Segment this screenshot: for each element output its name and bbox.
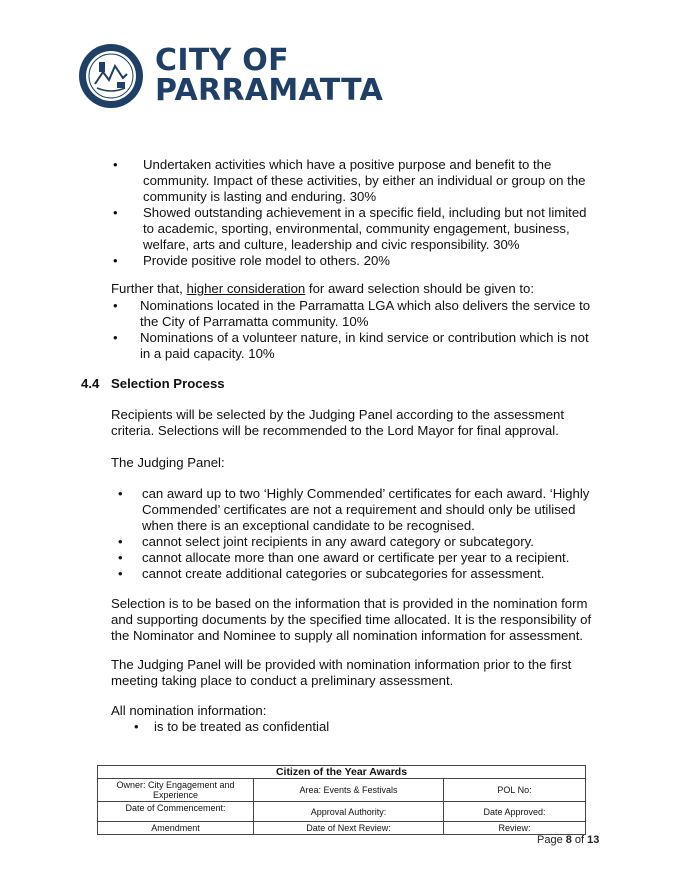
list-item-text: cannot allocate more than one award or certificate per year to a recipient. xyxy=(142,550,570,565)
bullet-icon: • xyxy=(118,486,123,501)
further-paragraph xyxy=(111,281,534,297)
page-total: 13 xyxy=(587,834,600,846)
list-item xyxy=(113,253,613,269)
page-label: Page xyxy=(537,834,566,846)
further-prefix: Further that, xyxy=(111,281,187,296)
bullet-icon: • xyxy=(113,205,118,220)
list-item-text: Nominations located in the Parramatta LGA which also delivers the service to xyxy=(140,298,591,313)
higher-consideration-text: higher consideration xyxy=(186,281,306,296)
recipients-paragraph xyxy=(111,407,564,439)
bullet-icon: • xyxy=(118,534,123,549)
city-seal-icon xyxy=(77,42,145,110)
list-item-text: Undertaken activities which have a positive purpose and benefit to the xyxy=(143,157,552,172)
list-item xyxy=(118,550,618,566)
document-control-table xyxy=(97,765,586,835)
section-number: 4.4 xyxy=(81,376,100,391)
bullet-icon: • xyxy=(118,550,123,565)
review-cell: Review: xyxy=(444,822,586,835)
owner-cell: Owner: City Engagement and Experience xyxy=(98,779,254,802)
criteria-list xyxy=(113,157,613,269)
commencement-cell: Date of Commencement: xyxy=(98,802,254,822)
list-item xyxy=(113,157,613,205)
list-item xyxy=(118,566,618,582)
pol-cell: POL No: xyxy=(444,779,586,802)
list-item-text: Commended’ certificates are not a requirement and should only be utilised xyxy=(142,502,576,517)
city-logo xyxy=(77,42,383,110)
paragraph-line: and supporting documents by the specified time allocated. It is the responsibility of xyxy=(111,612,592,627)
panel-list xyxy=(118,486,618,582)
list-item xyxy=(113,298,613,330)
date-approved-cell: Date Approved: xyxy=(444,802,586,822)
list-item xyxy=(134,719,434,735)
panel-intro: The Judging Panel: xyxy=(111,455,225,470)
list-item-text: Provide positive role model to others. 20% xyxy=(143,253,391,268)
list-item-text: the City of Parramatta community. 10% xyxy=(140,314,369,329)
list-item xyxy=(118,534,618,550)
paragraph-line: the Nominator and Nominee to supply all nomination information for assessment. xyxy=(111,628,584,643)
list-item-text: community. Impact of these activities, by either an individual or group on the xyxy=(143,173,586,188)
bullet-icon: • xyxy=(113,298,118,313)
selection-paragraph xyxy=(111,596,591,644)
page-current: 8 xyxy=(565,834,572,846)
list-item-text: in a paid capacity. 10% xyxy=(140,346,275,361)
page-of: of xyxy=(571,834,588,846)
paragraph-line: Recipients will be selected by the Judging Panel according to the assessment xyxy=(111,407,565,422)
paragraph-line: The Judging Panel will be provided with nomination information prior to the first xyxy=(111,657,572,672)
logo-line-1: CITY OF xyxy=(155,43,289,78)
nomination-info-intro: All nomination information: xyxy=(111,703,267,718)
paragraph-line: Selection is to be based on the information that is provided in the nomination form xyxy=(111,596,588,611)
table-title: Citizen of the Year Awards xyxy=(98,766,586,779)
paragraph-line: criteria. Selections will be recommended to the Lord Mayor for final approval. xyxy=(111,423,559,438)
section-heading xyxy=(81,376,99,392)
list-item xyxy=(113,205,613,253)
list-item-text: Showed outstanding achievement in a specific field, including but not limited xyxy=(143,205,587,220)
list-item-text: is to be treated as confidential xyxy=(154,719,330,734)
amendment-cell: Amendment xyxy=(98,822,254,835)
page-number xyxy=(537,832,599,848)
logo-wordmark xyxy=(155,43,384,108)
area-cell: Area: Events & Festivals xyxy=(254,779,444,802)
list-item-text: welfare, arts and culture, leadership and civic responsibility. 30% xyxy=(143,237,520,252)
list-item-text: when there is an exceptional candidate to be recognised. xyxy=(142,518,475,533)
next-review-cell: Date of Next Review: xyxy=(254,822,444,835)
list-item-text: cannot select joint recipients in any award category or subcategory. xyxy=(142,534,534,549)
list-item-text: community is lasting and enduring. 30% xyxy=(143,189,377,204)
list-item-text: to academic, sporting, environmental, community engagement, business, xyxy=(143,221,570,236)
list-item-text: cannot create additional categories or subcategories for assessment. xyxy=(142,566,545,581)
bullet-icon: • xyxy=(113,330,118,345)
panel-info-paragraph xyxy=(111,657,571,689)
section-title: Selection Process xyxy=(111,376,225,391)
bullet-icon: • xyxy=(113,253,118,268)
nomination-info-list xyxy=(134,719,434,735)
list-item xyxy=(118,486,618,534)
list-item-text: Nominations of a volunteer nature, in kind service or contribution which is not xyxy=(140,330,589,345)
approval-authority-cell: Approval Authority: xyxy=(254,802,444,822)
list-item-text: can award up to two ‘Highly Commended’ certificates for each award. ‘Highly xyxy=(142,486,590,501)
bullet-icon: • xyxy=(118,566,123,581)
bullet-icon: • xyxy=(134,719,139,734)
further-suffix: for award selection should be given to: xyxy=(305,281,534,296)
further-list xyxy=(113,298,613,362)
logo-line-2: PARRAMATTA xyxy=(155,73,384,108)
bullet-icon: • xyxy=(113,157,118,172)
list-item xyxy=(113,330,613,362)
paragraph-line: meeting taking place to conduct a preliminary assessment. xyxy=(111,673,454,688)
